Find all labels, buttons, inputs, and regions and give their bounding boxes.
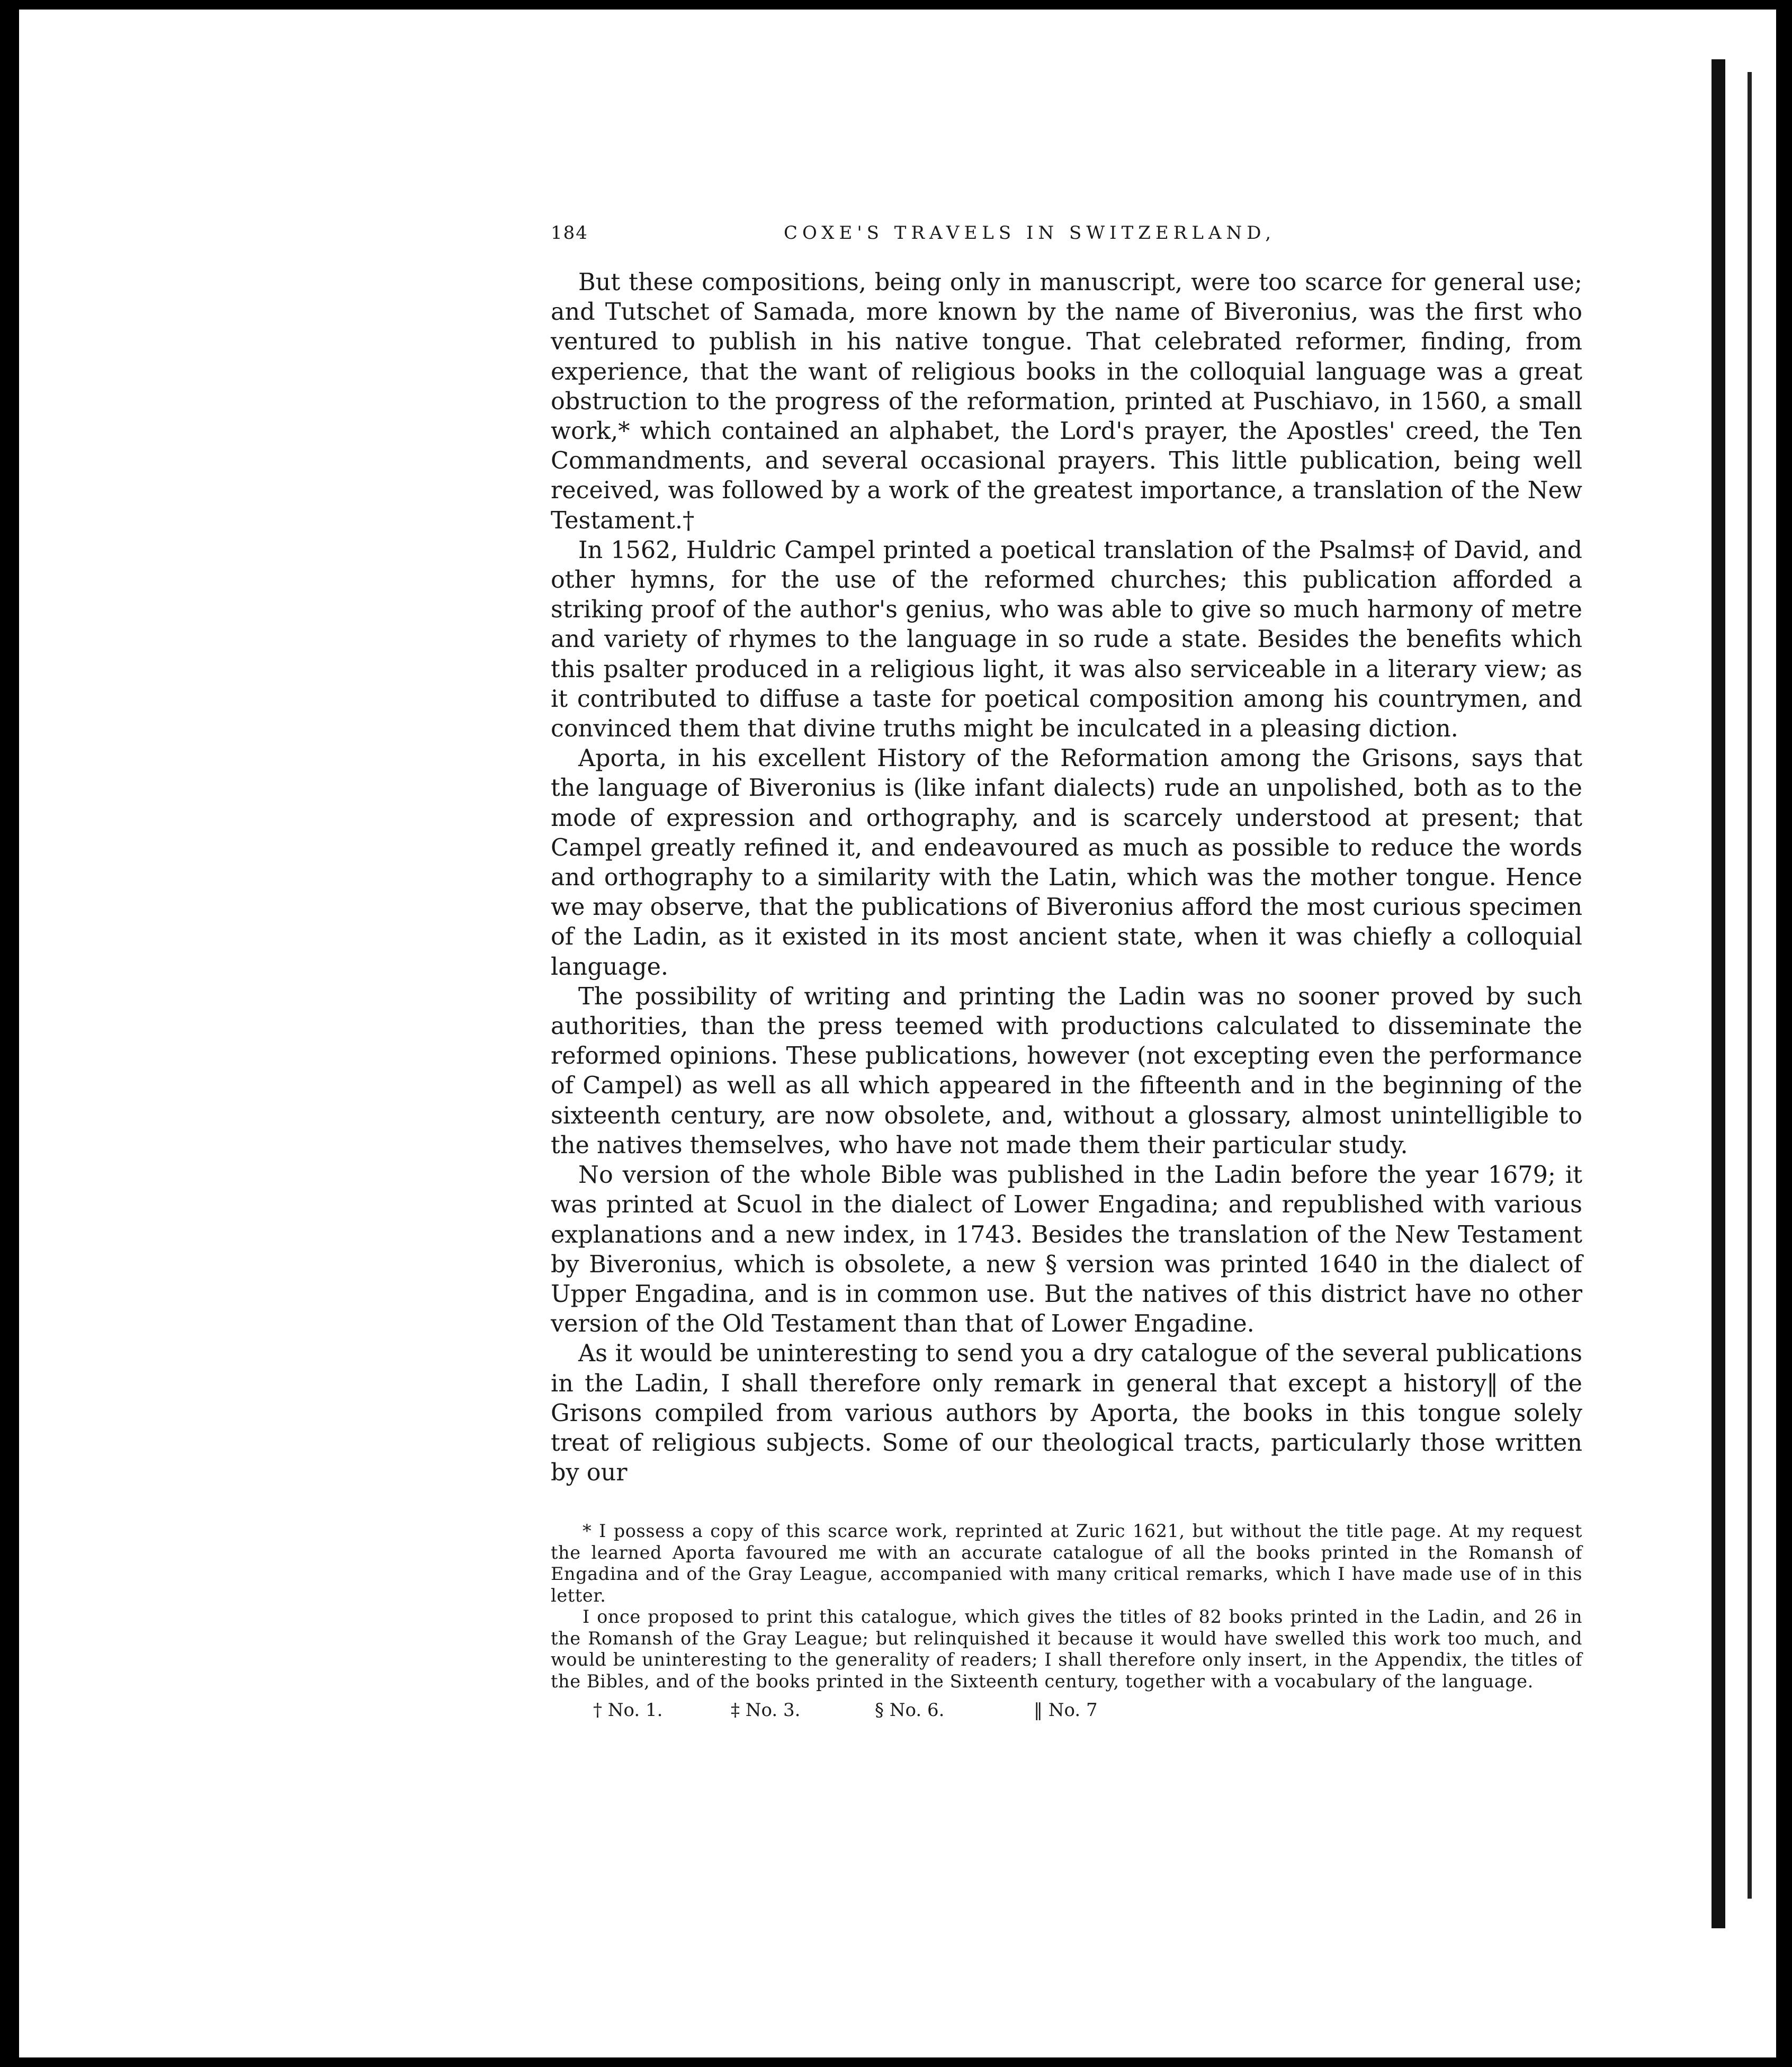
paragraph: But these compositions, being only in manuscript, were too scarce for general use; and Tutschet of Samada, more known by the name of Biveronius, was the first who ventured to publish in his native tongue. That celebrated reformer, finding, from experience, that the want of religious books in the colloquial language was a great obstruction to the progress of the reformation, printed at Puschiavo, in 1560, a small work,* which contained an alphabet, the Lord's prayer, the Apostles' creed, the Ten Commandments, and several occasional prayers. This little publication, being well received, was followed by a work of the greatest importance, a translation of the New Testament.† — [551, 269, 1582, 534]
footnote: I once proposed to print this catalogue, which gives the titles of 82 books printed in the Ladin, and 26 in the Romansh of the Gray League; but relinquished it because it would have swelled this work too much, and would be uninteresting to the generality of readers; I shall therefore only insert, in the Appendix, the titles of the Bibles, and of the books printed in the Sixteenth century, together with a vocabulary of the language. — [551, 1606, 1582, 1692]
footnote-ref: § No. 6. — [875, 1700, 945, 1721]
footnote: * I possess a copy of this scarce work, reprinted at Zuric 1621, but without the title page. At my request the learned Aporta favoured me with an accurate catalogue of all the books printed in the Romansh of Engadina and of the Gray League, accompanied with many critical remarks, which I have made use of in this letter. — [551, 1521, 1582, 1606]
paragraph: In 1562, Huldric Campel printed a poetical translation of the Psalms‡ of David, and other hymns, for the use of the reformed churches; this publication afforded a striking proof of the author's genius, who was able to give so much harmony of metre and variety of rhymes to the language in so rude a state. Besides the benefits which this psalter produced in a religious light, it was also serviceable in a literary view; as it contributed to diffuse a taste for poetical composition among his countrymen, and convinced them that divine truths might be inculcated in a pleasing diction. — [551, 536, 1582, 743]
book-page — [551, 222, 1582, 1721]
paragraph: No version of the whole Bible was published in the Ladin before the year 1679; it was printed at Scuol in the dialect of Lower Engadina; and republished with various explanations and a new index, in 1743. Besides the translation of the New Testament by Biveronius, which is obsolete, a new § version was printed 1640 in the dialect of Upper Engadina, and is in common use. But the natives of this district have no other version of the Old Testament than that of Lower Engadine. — [551, 1162, 1582, 1338]
paragraph: Aporta, in his excellent History of the Reformation among the Grisons, says that the language of Biveronius is (like infant dialects) rude an unpolished, both as to the mode of expression and orthography, and is scarcely understood at present; that Campel greatly refined it, and endeavoured as much as possible to reduce the words and orthography to a similarity with the Latin, which was the mother tongue. Hence we may observe, that the publications of Biveronius afford the most curious specimen of the Ladin, as it existed in its most ancient state, when it was chiefly a colloquial language. — [551, 745, 1582, 981]
footnote-ref: ‡ No. 3. — [731, 1700, 801, 1721]
footnote-ref: † No. 1. — [593, 1700, 663, 1721]
footnotes — [551, 1521, 1582, 1692]
footnote-references — [593, 1700, 1582, 1721]
running-title: COXE'S TRAVELS IN SWITZERLAND, — [784, 222, 1276, 244]
paragraph: As it would be uninteresting to send you a dry catalogue of the several publications in the Ladin, I shall therefore only remark in general that except a history‖ of the Grisons compiled from various authors by Aporta, the books in this tongue solely treat of religious subjects. Some of our theological tracts, particularly those written by our — [551, 1340, 1582, 1487]
page-edge-rule — [1748, 72, 1752, 1899]
binding-edge-rule — [1712, 59, 1725, 1928]
body-text — [551, 268, 1582, 1488]
footnote-ref: ‖ No. 7 — [1034, 1700, 1098, 1721]
page-number: 184 — [551, 222, 588, 244]
paragraph: The possibility of writing and printing the Ladin was no sooner proved by such authorities, than the press teemed with productions calculated to disseminate the reformed opinions. These publications, however (not excepting even the performance of Campel) as well as all which appeared in the fifteenth and in the beginning of the sixteenth century, are now obsolete, and, without a glossary, almost unintelligible to the natives themselves, who have not made them their particular study. — [551, 983, 1582, 1159]
running-head — [551, 222, 1582, 254]
